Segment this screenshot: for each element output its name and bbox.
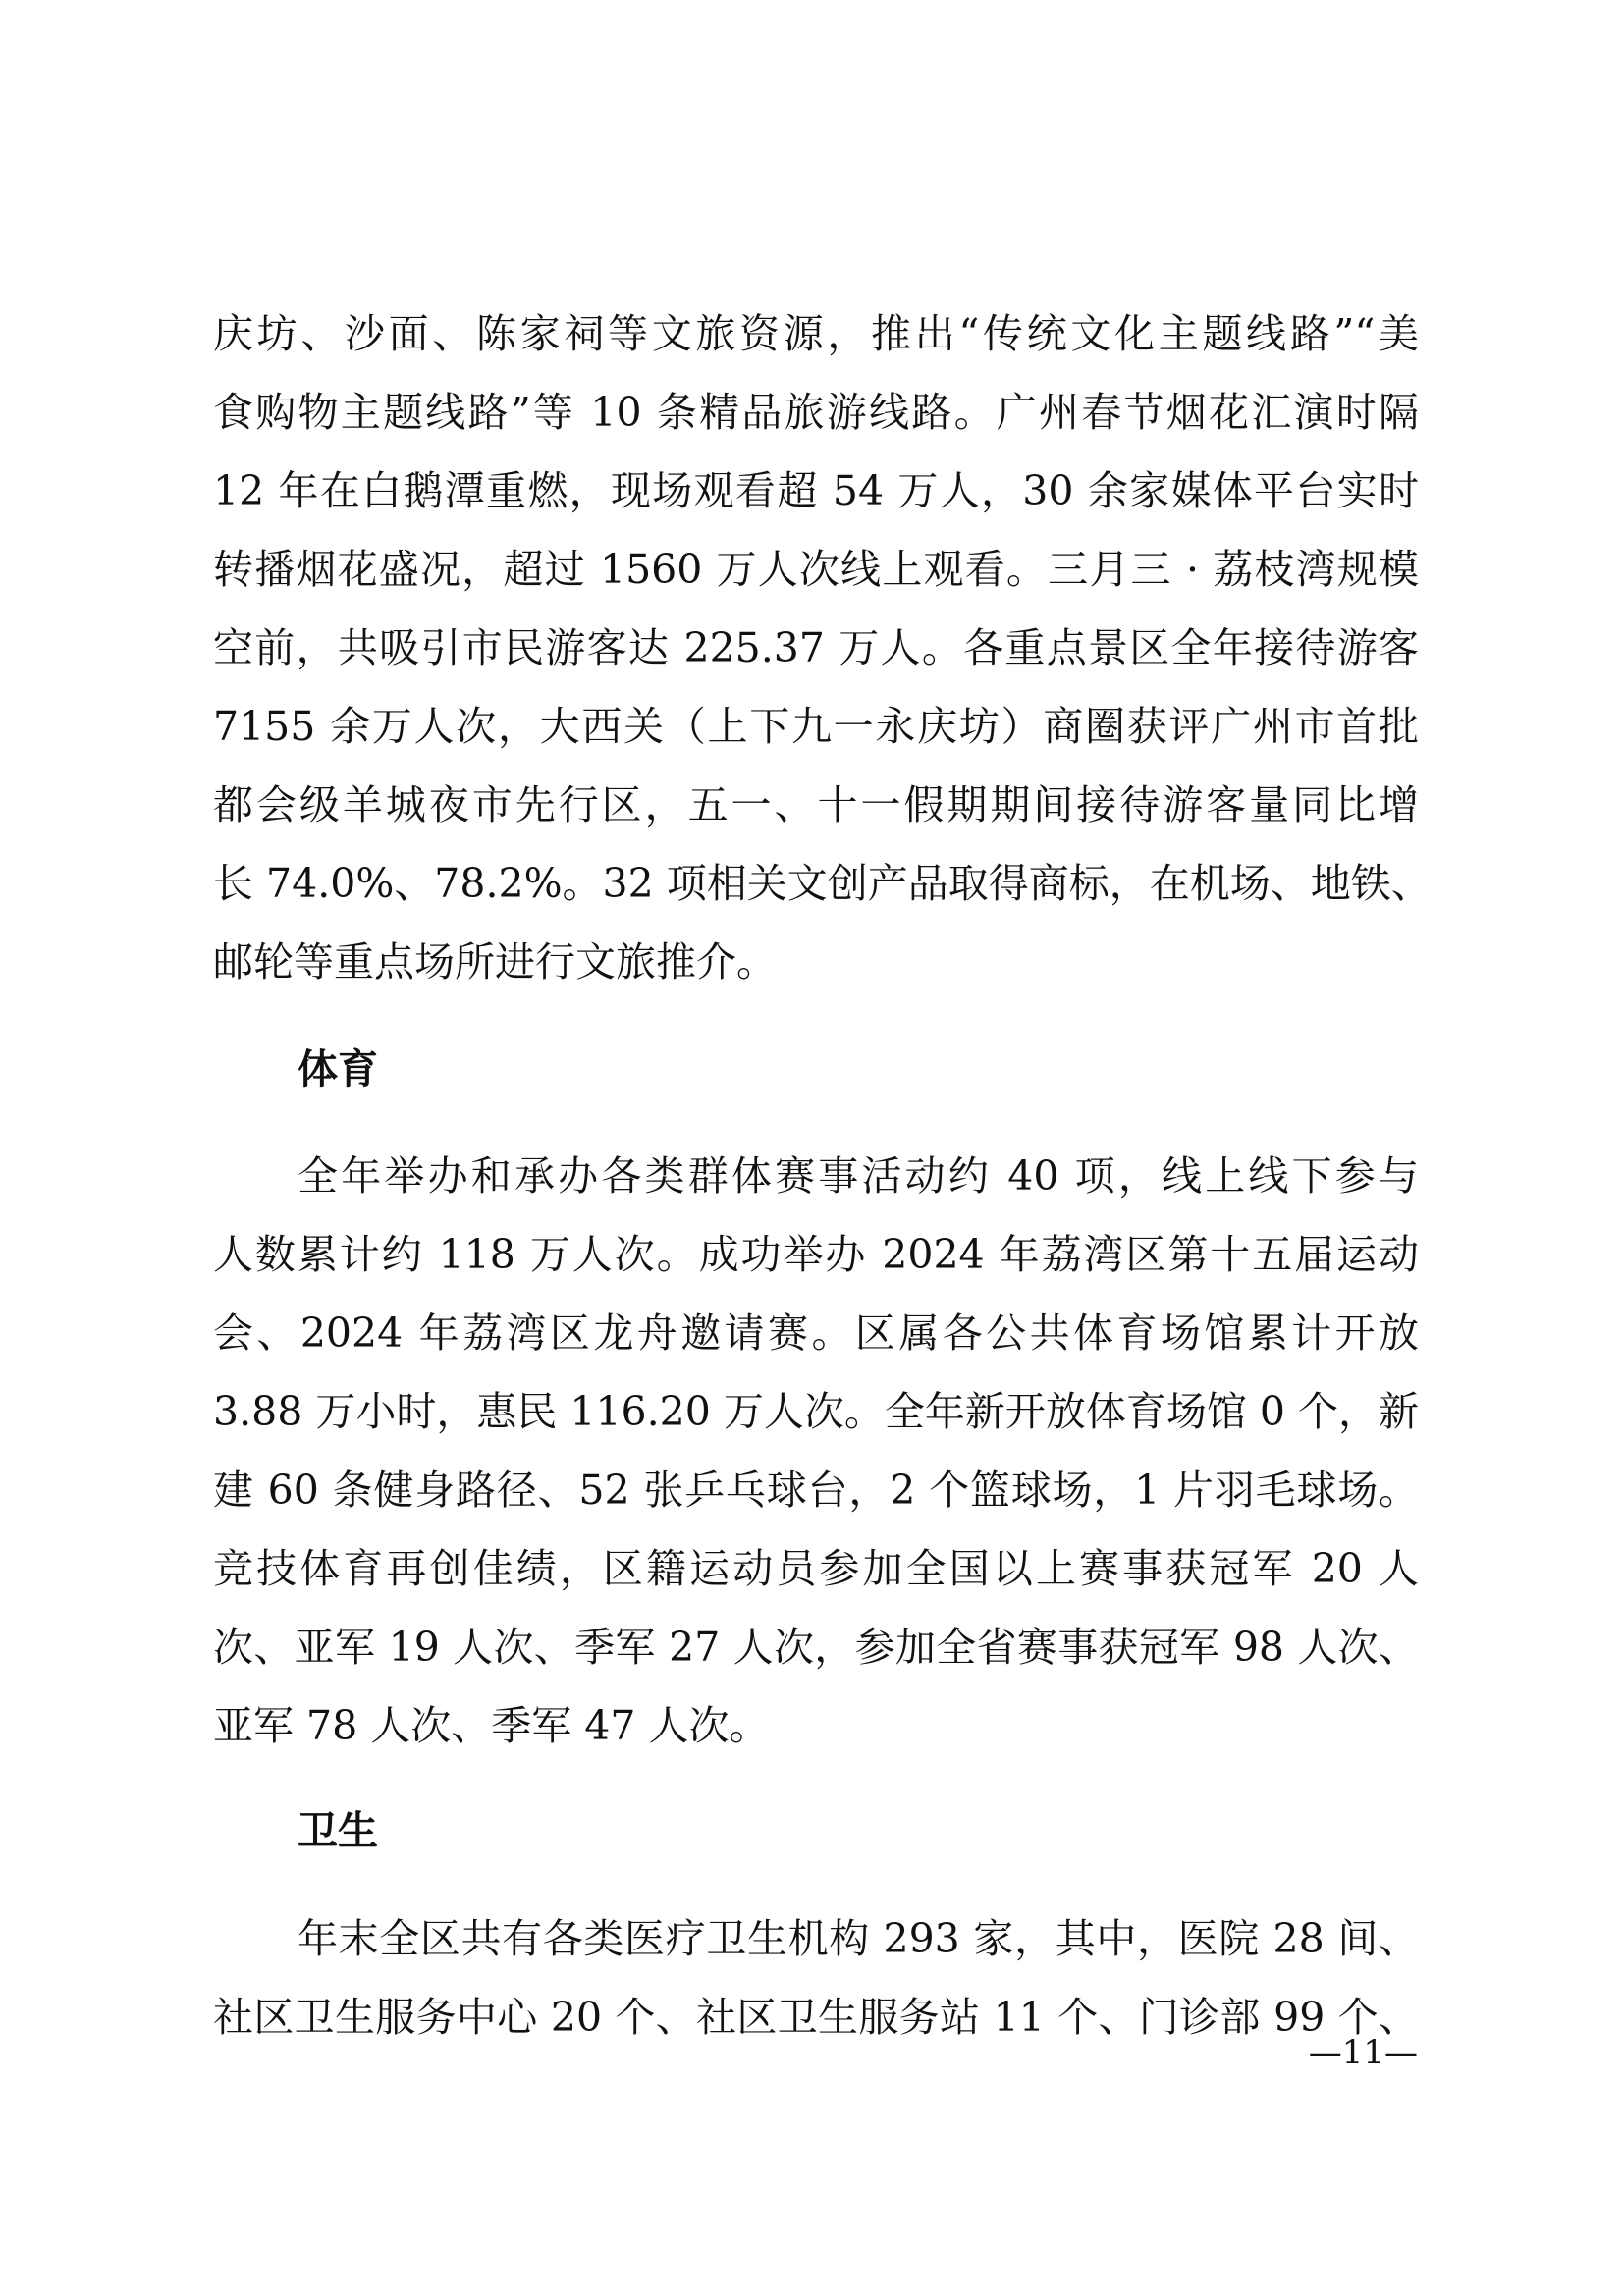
section-heading-sports: 体育 xyxy=(298,1045,378,1093)
text-line: 长 74.0%、78.2%。32 项相关文创产品取得商标，在机场、地铁、 xyxy=(213,860,1432,907)
text-line: 亚军 78 人次、季军 47 人次。 xyxy=(213,1702,770,1749)
text-line: 建 60 条健身路径、52 张乒乓球台，2 个篮球场，1 片羽毛球场。 xyxy=(213,1467,1419,1514)
text-line: 庆坊、沙面、陈家祠等文旅资源，推出“传统文化主题线路”“美 xyxy=(213,310,1419,357)
text-line: 食购物主题线路”等 10 条精品旅游线路。广州春节烟花汇演时隔 xyxy=(213,389,1419,436)
text-line: 社区卫生服务中心 20 个、社区卫生服务站 11 个、门诊部 99 个、 xyxy=(213,1994,1419,2041)
section-heading-health: 卫生 xyxy=(298,1807,378,1854)
text-line: 次、亚军 19 人次、季军 27 人次，参加全省赛事获冠军 98 人次、 xyxy=(213,1624,1419,1671)
text-line: 年末全区共有各类医疗卫生机构 293 家，其中，医院 28 间、 xyxy=(298,1915,1419,1962)
text-line: 会、2024 年荔湾区龙舟邀请赛。区属各公共体育场馆累计开放 xyxy=(213,1309,1419,1357)
text-line: 人数累计约 118 万人次。成功举办 2024 年荔湾区第十五届运动 xyxy=(213,1231,1419,1278)
text-line: 转播烟花盛况，超过 1560 万人次线上观看。三月三 · 荔枝湾规模 xyxy=(213,546,1419,593)
text-line: 全年举办和承办各类群体赛事活动约 40 项，线上线下参与 xyxy=(298,1152,1419,1200)
text-line: 空前，共吸引市民游客达 225.37 万人。各重点景区全年接待游客 xyxy=(213,624,1419,671)
text-line: 7155 余万人次，大西关（上下九一永庆坊）商圈获评广州市首批 xyxy=(213,703,1419,750)
text-line: 12 年在白鹅潭重燃，现场观看超 54 万人，30 余家媒体平台实时 xyxy=(213,467,1419,514)
text-line: 竞技体育再创佳绩，区籍运动员参加全国以上赛事获冠军 20 人 xyxy=(213,1545,1419,1592)
text-line: 都会级羊城夜市先行区，五一、十一假期期间接待游客量同比增 xyxy=(213,781,1419,828)
text-line: 3.88 万小时，惠民 116.20 万人次。全年新开放体育场馆 0 个，新 xyxy=(213,1388,1419,1435)
text-line: 邮轮等重点场所进行文旅推介。 xyxy=(213,938,777,986)
page-number: —11— xyxy=(1308,2033,1418,2072)
